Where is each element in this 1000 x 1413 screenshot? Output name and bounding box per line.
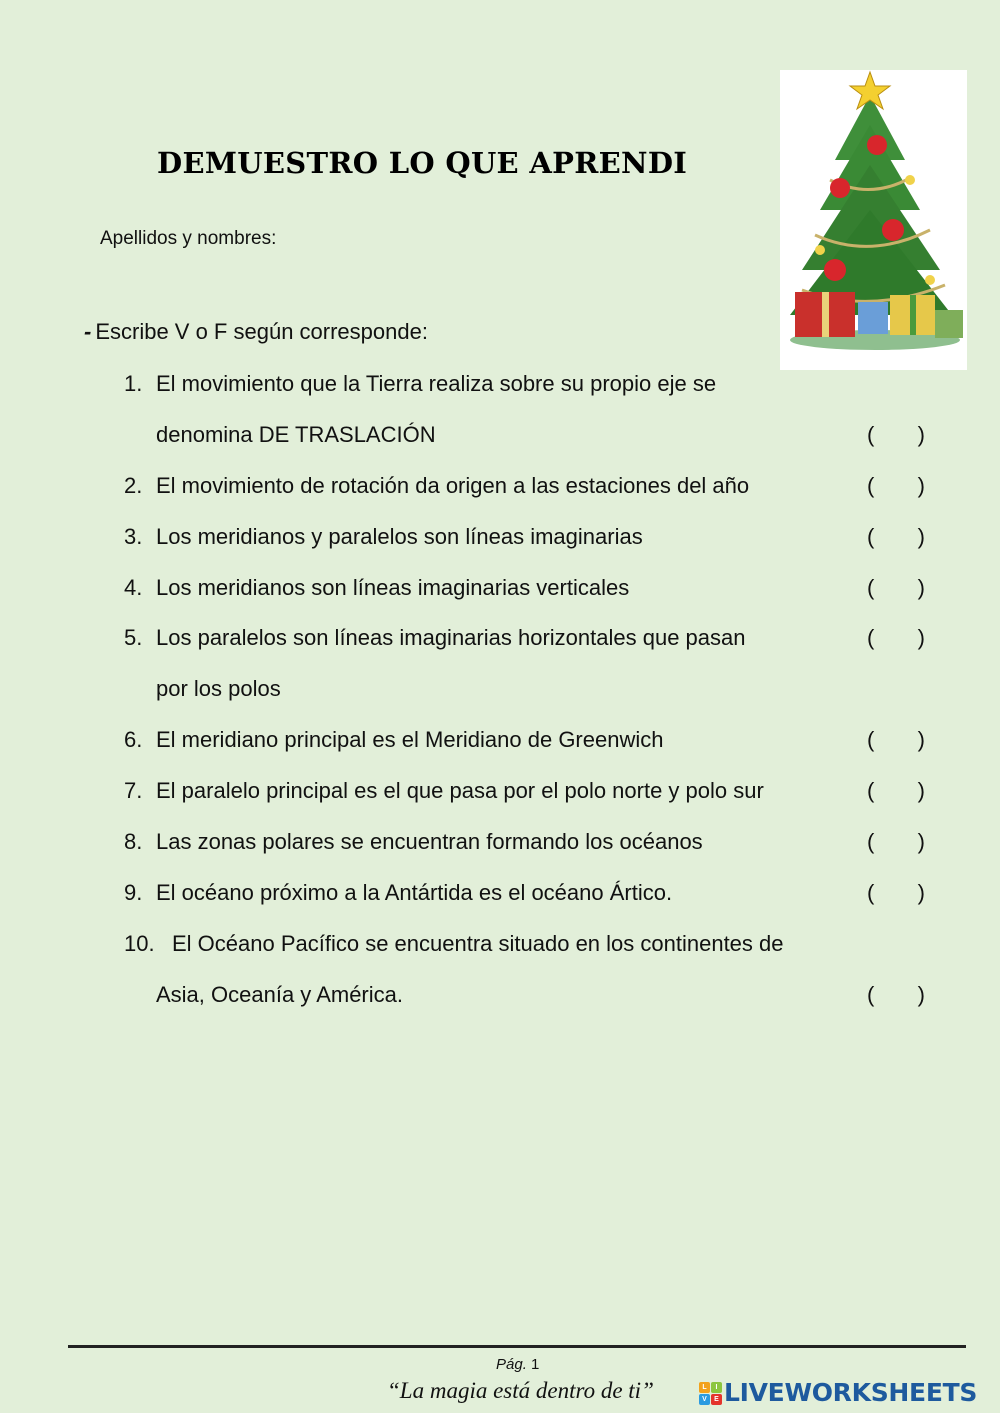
answer-blank-3[interactable]: ( ) [867, 524, 925, 549]
question-9 [0, 873, 1000, 913]
question-5 [0, 618, 1000, 658]
answer-blank-9[interactable]: ( ) [867, 880, 925, 905]
answer-blank-8[interactable]: ( ) [867, 829, 925, 854]
question-10 [0, 924, 1000, 964]
instruction-text: Escribe V o F según corresponde: [95, 319, 428, 344]
question-number: 3. [124, 524, 143, 549]
page-label: Pág. [496, 1356, 527, 1373]
question-text: El paralelo principal es el que pasa por el polo norte y polo sur [156, 778, 764, 803]
question-number: 10. [124, 931, 155, 956]
question-number: 9. [124, 880, 143, 905]
question-text: Los paralelos son líneas imaginarias horizontales que pasan [156, 625, 746, 650]
question-text: denomina DE TRASLACIÓN [156, 422, 436, 447]
question-text: Asia, Oceanía y América. [156, 982, 403, 1007]
question-1 [0, 364, 1000, 404]
answer-blank-4[interactable]: ( ) [867, 575, 925, 600]
question-number: 5. [124, 625, 143, 650]
question-text: Los meridianos son líneas imaginarias verticales [156, 575, 630, 600]
christmas-tree-icon [780, 70, 967, 370]
question-number: 7. [124, 778, 143, 803]
question-5-continued [0, 669, 1000, 709]
question-number: 2. [124, 473, 143, 498]
brand-name: LIVEWORKSHEETS [724, 1378, 978, 1407]
page-title: DEMUESTRO LO QUE APRENDI [157, 146, 688, 180]
question-number: 4. [124, 575, 143, 600]
question-text: por los polos [156, 676, 281, 701]
footer-divider [68, 1345, 966, 1348]
question-1-continued [0, 415, 1000, 455]
page-number [496, 1356, 539, 1373]
question-text: Los meridianos y paralelos son líneas imaginarias [156, 524, 643, 549]
christmas-tree-image [780, 70, 967, 370]
answer-blank-6[interactable]: ( ) [867, 727, 925, 752]
question-number: 8. [124, 829, 143, 854]
answer-blank-1[interactable]: ( ) [867, 422, 925, 447]
question-number: 6. [124, 727, 143, 752]
footer-quote: “La magia está dentro de ti” [387, 1378, 654, 1403]
question-7 [0, 771, 1000, 811]
brand-logo [699, 1378, 977, 1407]
question-3 [0, 517, 1000, 557]
answer-blank-5[interactable]: ( ) [867, 625, 925, 650]
page-number-value: 1 [531, 1356, 540, 1373]
question-number: 1. [124, 371, 143, 396]
question-text: El movimiento de rotación da origen a las estaciones del año [156, 473, 750, 498]
instruction-marker: - [84, 319, 92, 344]
answer-blank-10[interactable]: ( ) [867, 982, 925, 1007]
question-2 [0, 466, 1000, 506]
instruction [84, 319, 428, 345]
question-6 [0, 720, 1000, 760]
question-text: El meridiano principal es el Meridiano de Greenwich [156, 727, 664, 752]
name-label: Apellidos y nombres: [100, 228, 277, 249]
question-text: El océano próximo a la Antártida es el océano Ártico. [156, 880, 673, 905]
question-text: El movimiento que la Tierra realiza sobre su propio eje se [156, 371, 717, 396]
answer-blank-7[interactable]: ( ) [867, 778, 925, 803]
question-10-continued [0, 975, 1000, 1015]
question-text: Las zonas polares se encuentran formando los océanos [156, 829, 703, 854]
question-text: El Océano Pacífico se encuentra situado en los continentes de [172, 931, 784, 956]
question-8 [0, 822, 1000, 862]
answer-blank-2[interactable]: ( ) [867, 473, 925, 498]
liveworksheets-icon: L I V E [699, 1382, 721, 1404]
question-4 [0, 568, 1000, 608]
